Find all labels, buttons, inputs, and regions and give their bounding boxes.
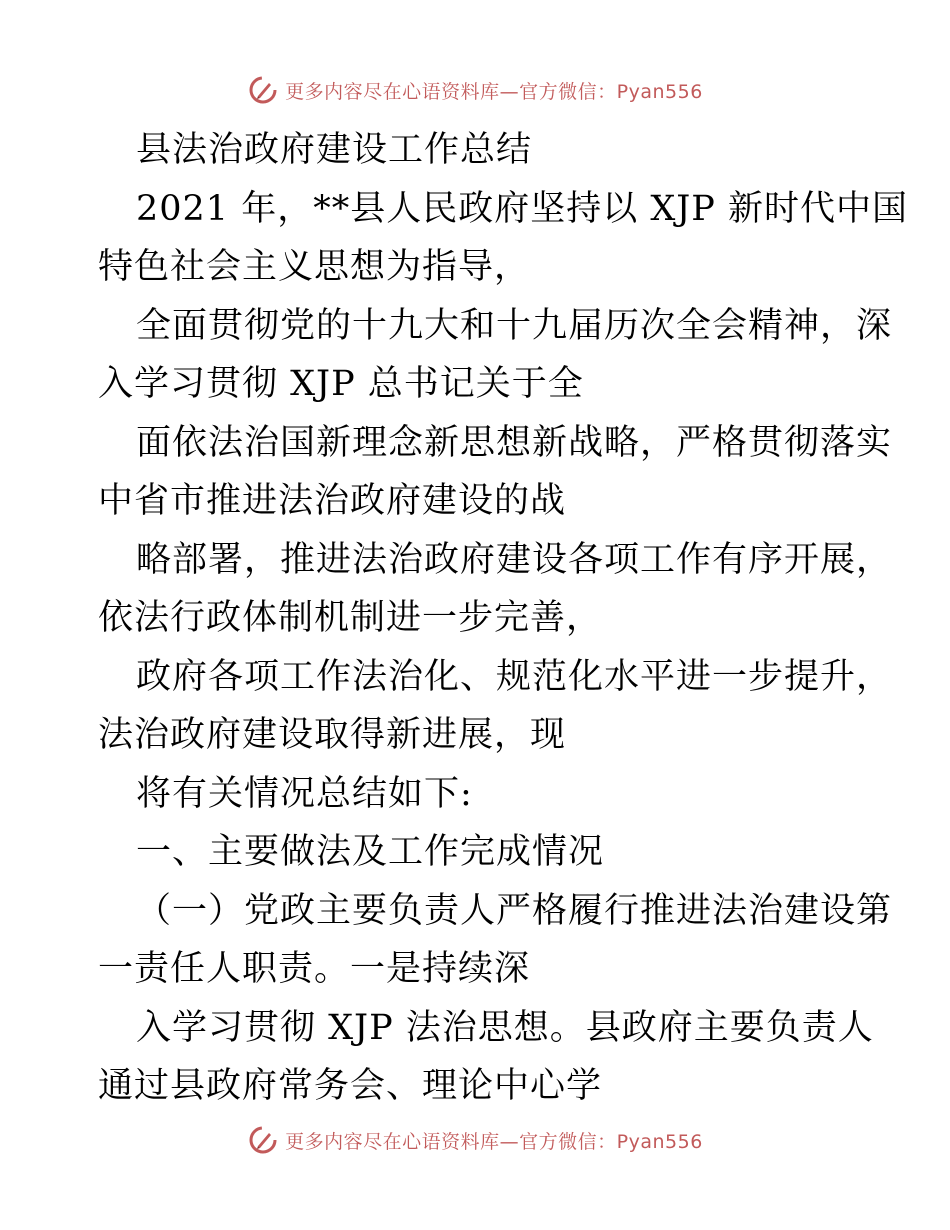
text-line: 一责任人职责。一是持续深: [98, 949, 531, 989]
text-line: 入学习贯彻 XJP 总书记关于全: [98, 364, 584, 404]
text-line: 入学习贯彻 XJP 法治思想。县政府主要负责人: [136, 1007, 874, 1048]
text-line: 将有关情况总结如下:: [136, 773, 473, 814]
swirl-pen-logo-icon: [247, 74, 279, 106]
document-body: [98, 121, 908, 1116]
watermark-banner-bottom: [0, 1120, 950, 1160]
swirl-pen-logo-icon: [247, 1124, 279, 1156]
text-line: 全面贯彻党的十九大和十九届历次全会精神，深: [136, 305, 893, 346]
watermark-content: [247, 1124, 703, 1156]
text-line: 特色社会主义思想为指导，: [98, 247, 531, 287]
section-heading: 一、主要做法及工作完成情况: [136, 832, 605, 872]
text-line: 政府各项工作法治化、规范化水平进一步提升，: [136, 656, 893, 697]
document-title: 县法治政府建设工作总结: [136, 130, 533, 170]
text-line: （一）党政主要负责人严格履行推进法治建设第: [136, 890, 893, 931]
text-line: 依法行政体制机制进一步完善，: [98, 598, 603, 638]
text-line: 中省市推进法治政府建设的战: [98, 481, 567, 521]
watermark-text: 更多内容尽在心语资料库—官方微信：Pyan556: [285, 80, 703, 103]
text-line: 略部署，推进法治政府建设各项工作有序开展，: [136, 539, 893, 580]
watermark-banner-top: [0, 70, 950, 110]
text-line: 通过县政府常务会、理论中心学: [98, 1066, 603, 1106]
watermark-content: [247, 74, 703, 106]
watermark-text: 更多内容尽在心语资料库—官方微信：Pyan556: [285, 1130, 703, 1153]
text-line: 2021 年，**县人民政府坚持以 XJP 新时代中国: [136, 188, 908, 229]
text-line: 法治政府建设取得新进展，现: [98, 715, 567, 755]
text-line: 面依法治国新理念新思想新战略，严格贯彻落实: [136, 422, 893, 463]
